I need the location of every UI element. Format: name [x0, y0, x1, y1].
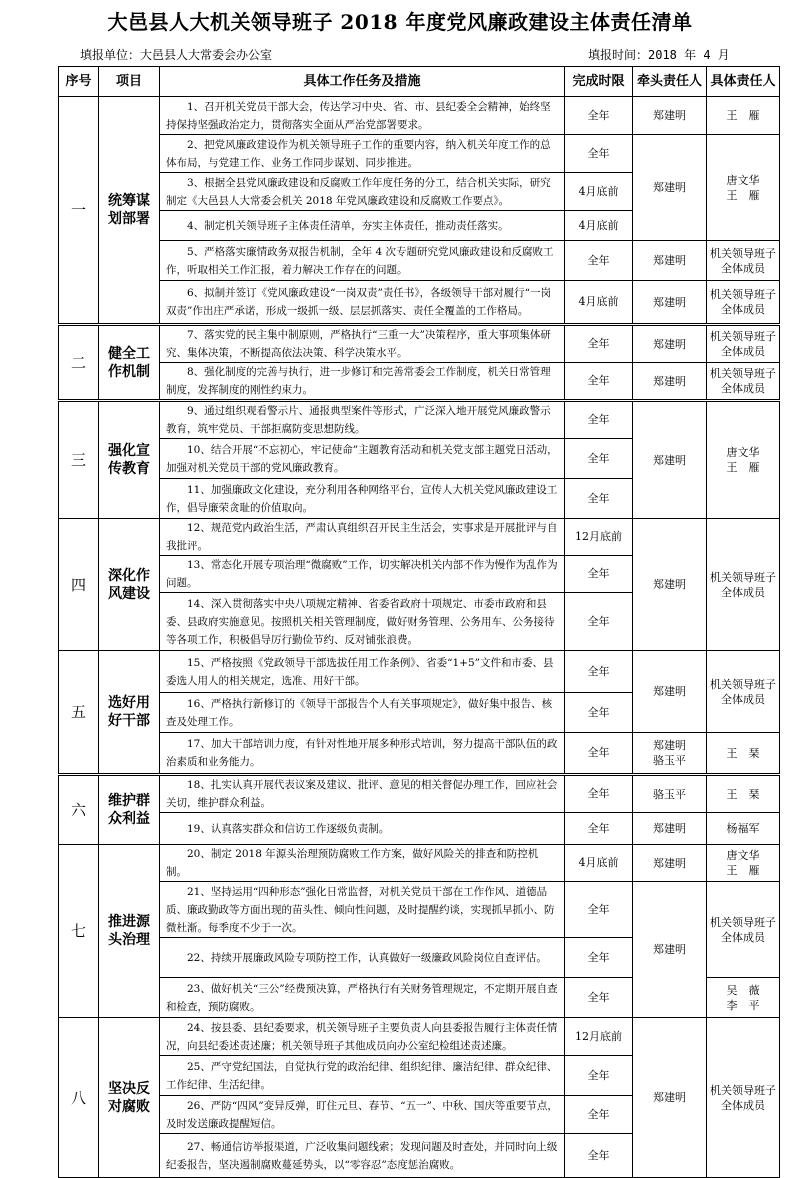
task-text: 10、结合开展“不忘初心，牢记使命”主题教育活动和机关党支部主题党日活动，加强对机关党员干部的党风廉政教育。	[160, 439, 565, 479]
person-name: 唐文华	[726, 446, 760, 459]
specific-person: 机关领导班子全体成员	[707, 882, 780, 978]
specific-person: 王 琹	[707, 775, 780, 813]
person-name: 唐文华	[726, 849, 760, 862]
task-text: 12、规范党内政治生活，严肃认真组织召开民主生活会，实事求是开展批评与自我批评。	[160, 519, 565, 556]
section-item: 推进源头治理	[99, 845, 160, 1018]
specific-person: 机关领导班子全体成员	[707, 1018, 780, 1178]
deadline: 全年	[565, 479, 633, 519]
table-row	[59, 97, 780, 135]
table-row	[59, 733, 780, 775]
task-text: 4、制定机关领导班子主体责任清单，夯实主体责任，推动责任落实。	[160, 211, 565, 241]
task-text: 13、常态化开展专项治理“微腐败”工作，切实解决机关内部不作为慢作为乱作为问题。	[160, 556, 565, 593]
section-item: 维护群众利益	[99, 775, 160, 845]
header-task: 具体工作任务及措施	[160, 67, 565, 97]
table-row	[59, 363, 780, 401]
specific-person: 机关领导班子全体成员	[707, 651, 780, 733]
table-row	[59, 775, 780, 813]
person-name: 王 雁	[726, 864, 760, 877]
section-no: 二	[59, 325, 99, 401]
deadline: 全年	[565, 97, 633, 135]
header-lead: 牵头责任人	[633, 67, 707, 97]
task-text: 14、深入贯彻落实中央八项规定精神、省委省政府十项规定、市委市政府和县委、县政府实施意见。按照机关相关管理制度，做好财务管理、公务用车、公务接待等各项工作，积极倡导厉行勤俭节约、反对铺张浪费。	[160, 593, 565, 651]
section-item: 统筹谋划部署	[99, 97, 160, 325]
table-row	[59, 882, 780, 938]
specific-person: 机关领导班子全体成员	[707, 241, 780, 281]
section-no: 七	[59, 845, 99, 1018]
table-header-row	[59, 67, 780, 97]
task-text: 8、强化制度的完善与执行，进一步修订和完善常委会工作制度，机关日常管理制度，发挥制度的刚性约束力。	[160, 363, 565, 401]
person-name: 李 平	[726, 998, 760, 1012]
section-no: 六	[59, 775, 99, 845]
person-name: 王 雁	[726, 188, 760, 202]
task-text: 21、坚持运用“四种形态”强化日常监督，对机关党员干部在工作作风、道德品质、廉政勤政等方面出现的苗头性、倾向性问题，及时提醒约谈，实现抓早抓小、防微杜渐。每季度不少于一次。	[160, 882, 565, 938]
deadline: 全年	[565, 978, 633, 1018]
lead-person: 郑建明	[633, 97, 707, 135]
section-no: 四	[59, 519, 99, 651]
lead-person: 郑建明	[633, 882, 707, 1018]
table-row	[59, 241, 780, 281]
task-text: 25、严守党纪国法，自觉执行党的政治纪律、组织纪律、廉洁纪律、群众纪律、工作纪律、生活纪律。	[160, 1056, 565, 1096]
table-row	[59, 519, 780, 556]
task-text: 3、根据全县党风廉政建设和反腐败工作年度任务的分工，结合机关实际，研究制定《大邑县人大常委会机关 2018 年党风廉政建设和反腐败工作要点》。	[160, 173, 565, 211]
task-text: 2、把党风廉政建设作为机关领导班子工作的重要内容，纳入机关年度工作的总体布局，与党建工作、业务工作同步谋划、同步推进。	[160, 135, 565, 173]
deadline: 全年	[565, 1134, 633, 1178]
task-text: 23、做好机关“三公”经费预决算，严格执行有关财务管理规定，不定期开展自查和检查，预防腐败。	[160, 978, 565, 1018]
lead-person: 郑建明	[633, 135, 707, 241]
deadline: 全年	[565, 135, 633, 173]
deadline: 全年	[565, 556, 633, 593]
task-text: 18、扎实认真开展代表议案及建议、批评、意见的相关督促办理工作，回应社会关切，维护群众利益。	[160, 775, 565, 813]
table-row	[59, 325, 780, 363]
task-text: 11、加强廉政文化建设，充分利用各种网络平台，宣传人大机关党风廉政建设工作，倡导廉荣贪耻的价值取向。	[160, 479, 565, 519]
specific-person	[707, 135, 780, 241]
lead-person: 郑建明	[633, 813, 707, 845]
table-row	[59, 651, 780, 693]
deadline: 4月底前	[565, 211, 633, 241]
table-row	[59, 845, 780, 882]
specific-person: 机关领导班子全体成员	[707, 363, 780, 401]
header-item: 项目	[99, 67, 160, 97]
lead-person: 郑建明	[633, 519, 707, 651]
task-text: 26、严防“四风”变异反弹，盯住元旦、春节、“五一”、中秋、国庆等重要节点，及时发送廉政提醒短信。	[160, 1096, 565, 1134]
person-name: 郑建明	[653, 739, 686, 752]
deadline: 全年	[565, 439, 633, 479]
specific-person: 机关领导班子全体成员	[707, 519, 780, 651]
section-no: 三	[59, 401, 99, 519]
task-text: 16、严格执行新修订的《领导干部报告个人有关事项规定》，做好集中报告、核查及处理工作。	[160, 693, 565, 733]
lead-person: 郑建明	[633, 401, 707, 519]
header-no: 序号	[59, 67, 99, 97]
responsibility-table	[58, 66, 780, 1178]
section-item: 强化宣传教育	[99, 401, 160, 519]
person-name: 骆玉平	[653, 754, 686, 767]
deadline: 4月底前	[565, 281, 633, 325]
header-specific: 具体责任人	[707, 67, 780, 97]
task-text: 19、认真落实群众和信访工作逐级负责制。	[160, 813, 565, 845]
deadline: 全年	[565, 401, 633, 439]
task-text: 9、通过组织观看警示片、通报典型案件等形式，广泛深入地开展党风廉政警示教育，筑牢党员、干部拒腐防变思想防线。	[160, 401, 565, 439]
deadline: 全年	[565, 882, 633, 938]
table-row	[59, 135, 780, 173]
lead-person: 郑建明	[633, 363, 707, 401]
lead-person: 郑建明	[633, 845, 707, 882]
section-item: 坚决反对腐败	[99, 1018, 160, 1178]
specific-person: 杨福军	[707, 813, 780, 845]
lead-person	[633, 733, 707, 775]
deadline: 全年	[565, 241, 633, 281]
person-name: 唐文华	[726, 173, 760, 187]
section-item: 深化作风建设	[99, 519, 160, 651]
deadline: 12月底前	[565, 1018, 633, 1056]
header-deadline: 完成时限	[565, 67, 633, 97]
specific-person: 王 雁	[707, 97, 780, 135]
task-text: 22、持续开展廉政风险专项防控工作，认真做好一级廉政风险岗位自查评估。	[160, 938, 565, 978]
page-title: 大邑县人大机关领导班子 2018 年度党风廉政建设主体责任清单	[107, 10, 693, 34]
deadline: 全年	[565, 733, 633, 775]
deadline: 12月底前	[565, 519, 633, 556]
deadline: 全年	[565, 325, 633, 363]
specific-person: 机关领导班子全体成员	[707, 281, 780, 325]
task-text: 5、严格落实廉情政务双报告机制，全年 4 次专题研究党风廉政建设和反腐败工作，听取相关工作汇报，着力解决工作存在的问题。	[160, 241, 565, 281]
specific-person: 机关领导班子全体成员	[707, 325, 780, 363]
task-text: 15、严格按照《党政领导干部选拔任用工作条例》、省委“1+5”文件和市委、县委选人用人的相关规定，选准、用好干部。	[160, 651, 565, 693]
specific-person	[707, 401, 780, 519]
task-text: 6、拟制并签订《党风廉政建设“一岗双责”责任书》，各级领导干部对履行“一岗双责”作出庄严承诺，形成一级抓一级、层层抓落实、责任全覆盖的工作格局。	[160, 281, 565, 325]
deadline: 全年	[565, 1096, 633, 1134]
section-item: 选好用好干部	[99, 651, 160, 775]
person-name: 吴 薇	[726, 983, 760, 997]
task-text: 17、加大干部培训力度，有针对性地开展多种形式培训，努力提高干部队伍的政治素质和业务能力。	[160, 733, 565, 775]
lead-person: 郑建明	[633, 651, 707, 733]
deadline: 4月底前	[565, 845, 633, 882]
lead-person: 郑建明	[633, 325, 707, 363]
deadline: 4月底前	[565, 173, 633, 211]
lead-person: 骆玉平	[633, 775, 707, 813]
deadline: 全年	[565, 938, 633, 978]
task-text: 1、召开机关党员干部大会，传达学习中央、省、市、县纪委全会精神，始终坚持保持坚强政治定力，贯彻落实全面从严治党部署要求。	[160, 97, 565, 135]
deadline: 全年	[565, 813, 633, 845]
table-row	[59, 813, 780, 845]
lead-person: 郑建明	[633, 281, 707, 325]
task-text: 20、制定 2018 年源头治理预防腐败工作方案，做好风险关的排查和防控机制。	[160, 845, 565, 882]
table-row	[59, 1018, 780, 1056]
task-text: 24、按县委、县纪委要求，机关领导班子主要负责人向县委报告履行主体责任情况，向县纪委述责述廉；机关领导班子其他成员向办公室纪检组述责述廉。	[160, 1018, 565, 1056]
specific-person	[707, 978, 780, 1018]
deadline: 全年	[565, 693, 633, 733]
deadline: 全年	[565, 593, 633, 651]
section-no: 八	[59, 1018, 99, 1178]
section-no: 五	[59, 651, 99, 775]
reporting-unit: 填报单位：大邑县人大常委会办公室	[80, 48, 273, 62]
deadline: 全年	[565, 651, 633, 693]
specific-person	[707, 845, 780, 882]
deadline: 全年	[565, 363, 633, 401]
specific-person: 王 琹	[707, 733, 780, 775]
lead-person: 郑建明	[633, 1018, 707, 1178]
section-no: 一	[59, 97, 99, 325]
section-item: 健全工作机制	[99, 325, 160, 401]
lead-person: 郑建明	[633, 241, 707, 281]
person-name: 王 雁	[726, 461, 760, 474]
reporting-time: 填报时间：2018 年 4 月	[588, 48, 730, 62]
deadline: 全年	[565, 775, 633, 813]
table-row	[59, 281, 780, 325]
task-text: 27、畅通信访举报渠道，广泛收集问题线索；发现问题及时查处，并同时向上级纪委报告，坚决遏制腐败蔓延势头，以“零容忍”态度惩治腐败。	[160, 1134, 565, 1178]
deadline: 全年	[565, 1056, 633, 1096]
task-text: 7、落实党的民主集中制原则，严格执行“三重一大”决策程序，重大事项集体研究、集体决策，不断提高依法决策、科学决策水平。	[160, 325, 565, 363]
table-row	[59, 401, 780, 439]
